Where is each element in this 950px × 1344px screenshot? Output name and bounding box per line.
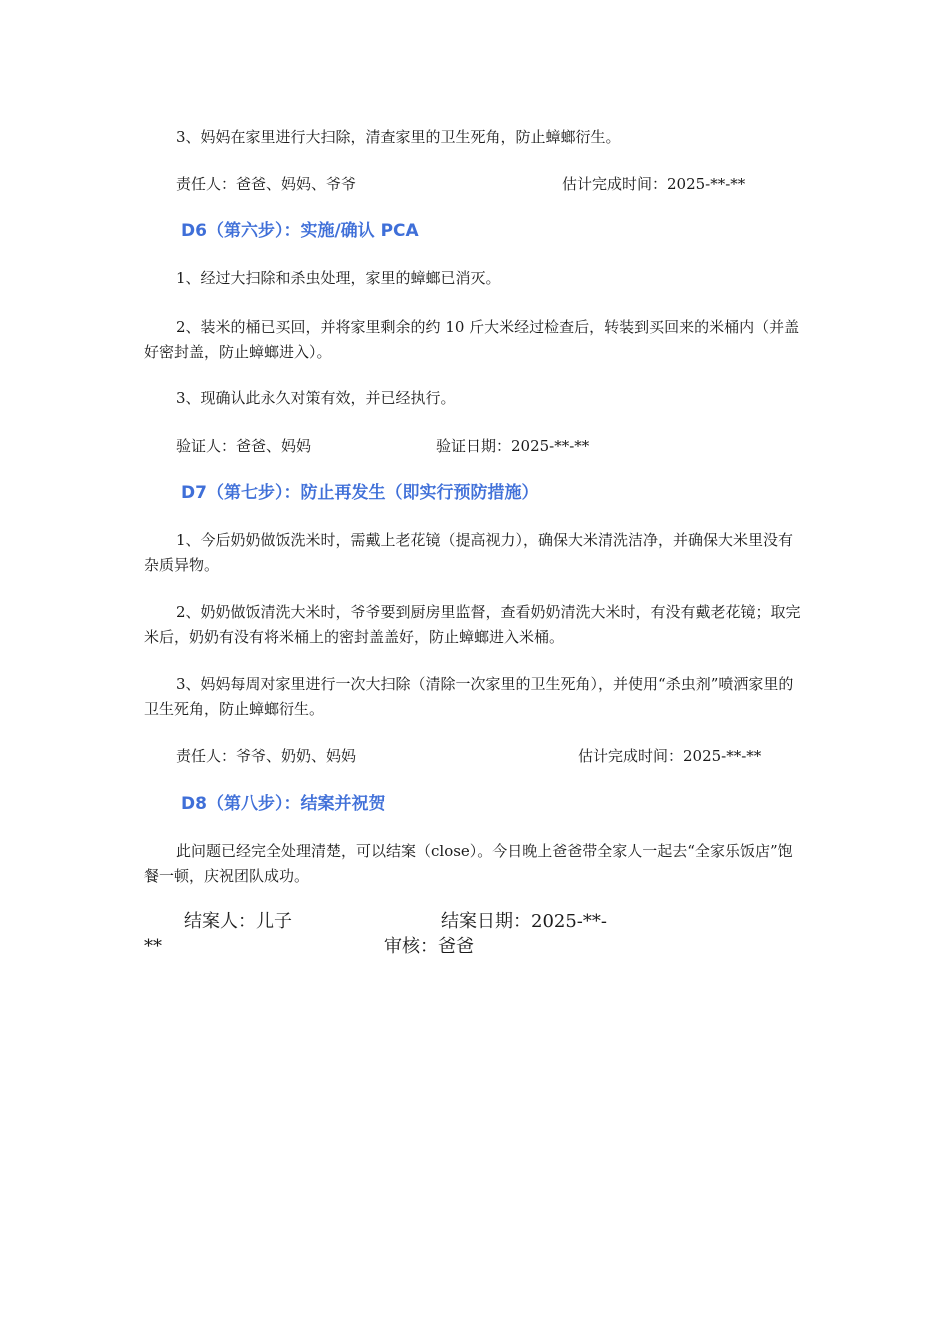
d7-item-3: 3、妈妈每周对家里进行一次大扫除（清除一次家里的卫生死角），并使用“杀虫剂”喷洒家里的卫生死角，防止蟑螂衍生。: [144, 675, 794, 718]
d7-item-1: 1、今后奶奶做饭洗米时，需戴上老花镜（提高视力），确保大米清洗洁净，并确保大米里没有杂质异物。: [144, 531, 794, 574]
d7-heading: D7（第七步）：防止再发生（即实行预防措施）: [181, 483, 539, 503]
d7-eta: 估计完成时间：2025-**-**: [578, 747, 762, 765]
d5-item-3: 3、妈妈在家里进行大扫除，清查家里的卫生死角，防止蟑螂衍生。: [176, 128, 621, 146]
d6-item-2: 2、装米的桶已买回，并将家里剩余的约 10 斤大米经过检查后，转装到买回来的米桶内（并盖好密封盖，防止蟑螂进入）。: [144, 318, 800, 361]
d6-verify-date: 验证日期：2025-**-**: [436, 437, 590, 455]
d8-closer: 结案人：儿子: [184, 911, 292, 932]
d6-verifier: 验证人：爸爸、妈妈: [176, 437, 312, 455]
d8-heading: D8（第八步）：结案并祝贺: [181, 794, 386, 814]
d7-owner: 责任人：爷爷、奶奶、妈妈: [176, 747, 357, 765]
d8-reviewer: 审核：爸爸: [384, 936, 474, 957]
d5-eta: 估计完成时间：2025-**-**: [562, 175, 746, 193]
d6-item-1: 1、经过大扫除和杀虫处理，家里的蟑螂已消灭。: [176, 269, 501, 287]
d8-text: 此问题已经完全处理清楚，可以结案（close）。今日晚上爸爸带全家人一起去“全家乐饭店”饱餐一顿，庆祝团队成功。: [144, 842, 793, 885]
d5-owner: 责任人：爸爸、妈妈、爷爷: [176, 175, 357, 193]
d8-close-date-cont: **: [144, 936, 162, 957]
d6-heading: D6（第六步）：实施/确认 PCA: [181, 221, 419, 241]
d8-close-date: 结案日期：2025-**-: [441, 911, 607, 932]
d6-item-3: 3、现确认此永久对策有效，并已经执行。: [176, 389, 456, 407]
d7-item-2: 2、奶奶做饭清洗大米时，爷爷要到厨房里监督，查看奶奶清洗大米时，有没有戴老花镜；取完米后，奶奶有没有将米桶上的密封盖盖好，防止蟑螂进入米桶。: [144, 603, 801, 646]
